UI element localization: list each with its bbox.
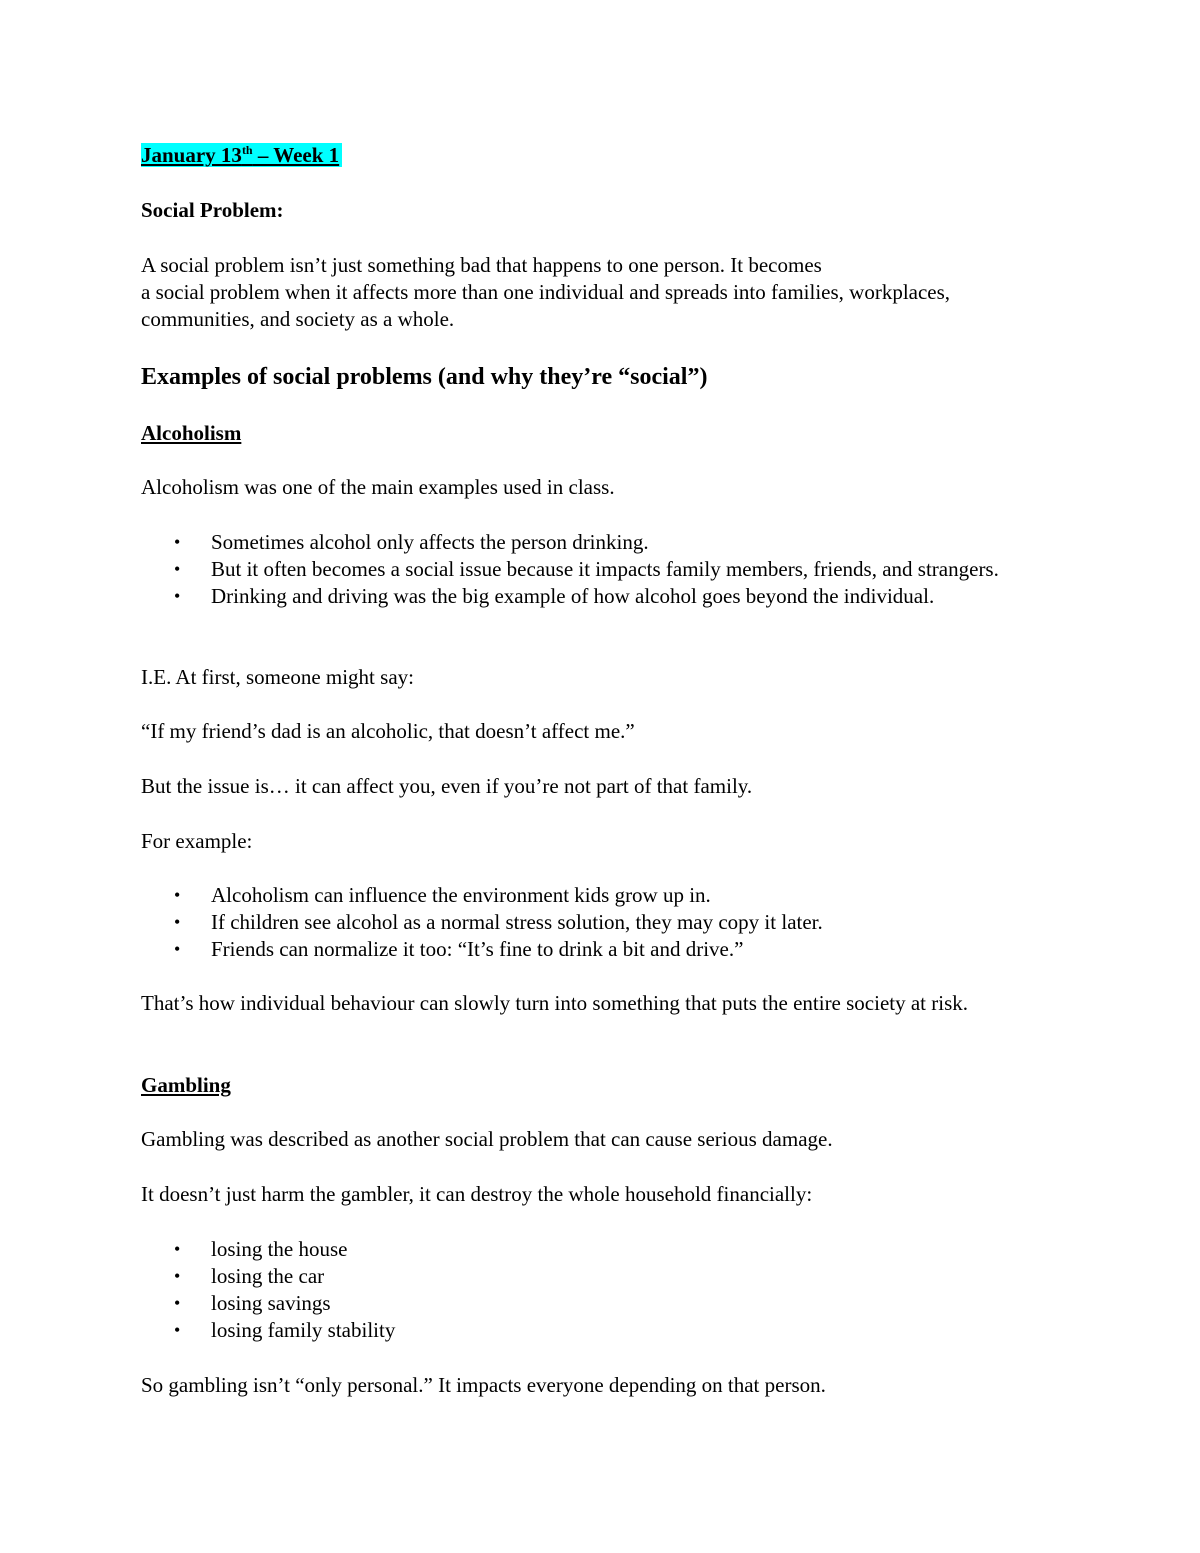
alcoholism-examples-list bbox=[141, 882, 1071, 963]
alcoholism-conclusion: That’s how individual behaviour can slowly turn into something that puts the entire society at risk. bbox=[141, 991, 969, 1015]
list-item bbox=[141, 556, 1071, 583]
list-item-text: Drinking and driving was the big example of how alcohol goes beyond the individual. bbox=[211, 584, 935, 608]
list-item bbox=[141, 1263, 1071, 1290]
gambling-conclusion: So gambling isn’t “only personal.” It impacts everyone depending on that person. bbox=[141, 1373, 826, 1397]
list-item bbox=[141, 529, 1071, 556]
date-heading-superscript: th bbox=[241, 143, 253, 157]
quote-line: “If my friend’s dad is an alcoholic, that doesn’t affect me.” bbox=[141, 719, 635, 743]
list-item-text: losing family stability bbox=[211, 1318, 396, 1342]
date-heading-week: – Week 1 bbox=[252, 143, 340, 167]
bullet-icon: • bbox=[174, 1320, 181, 1340]
list-item bbox=[141, 882, 1071, 909]
examples-heading: Examples of social problems (and why they’re “social”) bbox=[141, 364, 708, 390]
list-item-text: Alcoholism can influence the environment kids grow up in. bbox=[211, 883, 711, 907]
bullet-icon: • bbox=[174, 912, 181, 932]
bullet-icon: • bbox=[174, 939, 181, 959]
bullet-icon: • bbox=[174, 1266, 181, 1286]
bullet-icon: • bbox=[174, 1239, 181, 1259]
list-item bbox=[141, 1236, 1071, 1263]
list-item-text: Sometimes alcohol only affects the person drinking. bbox=[211, 530, 649, 554]
date-heading bbox=[141, 143, 342, 167]
alcoholism-intro: Alcoholism was one of the main examples used in class. bbox=[141, 475, 615, 499]
date-heading-line bbox=[141, 142, 1071, 169]
definition-line-1: A social problem isn’t just something bad that happens to one person. It becomes bbox=[141, 253, 822, 277]
gambling-intro: Gambling was described as another social problem that can cause serious damage. bbox=[141, 1127, 833, 1151]
list-item bbox=[141, 1290, 1071, 1317]
list-item bbox=[141, 909, 1071, 936]
date-heading-text: January 13 bbox=[141, 143, 242, 167]
list-item-text: losing the house bbox=[211, 1237, 348, 1261]
for-example-label: For example: bbox=[141, 829, 253, 853]
bullet-icon: • bbox=[174, 885, 181, 905]
bullet-icon: • bbox=[174, 532, 181, 552]
definition-line-2: a social problem when it affects more than one individual and spreads into families, workplaces, bbox=[141, 280, 951, 304]
alcoholism-heading: Alcoholism bbox=[141, 421, 242, 445]
list-item-text: losing savings bbox=[211, 1291, 331, 1315]
definition-label: Social Problem: bbox=[141, 198, 284, 222]
definition-paragraph bbox=[141, 252, 1071, 333]
list-item-text: If children see alcohol as a normal stress solution, they may copy it later. bbox=[211, 910, 823, 934]
gambling-heading: Gambling bbox=[141, 1073, 231, 1097]
list-item bbox=[141, 936, 1071, 963]
but-line: But the issue is… it can affect you, even if you’re not part of that family. bbox=[141, 774, 753, 798]
list-item bbox=[141, 1317, 1071, 1344]
bullet-icon: • bbox=[174, 586, 181, 606]
alcoholism-points-list bbox=[141, 529, 1071, 610]
list-item-text: losing the car bbox=[211, 1264, 325, 1288]
gambling-harm-line: It doesn’t just harm the gambler, it can destroy the whole household financially: bbox=[141, 1182, 813, 1206]
bullet-icon: • bbox=[174, 1293, 181, 1313]
ie-line: I.E. At first, someone might say: bbox=[141, 665, 414, 689]
list-item bbox=[141, 583, 1071, 610]
definition-line-3: communities, and society as a whole. bbox=[141, 307, 455, 331]
list-item-text: But it often becomes a social issue because it impacts family members, friends, and strangers. bbox=[211, 557, 999, 581]
list-item-text: Friends can normalize it too: “It’s fine to drink a bit and drive.” bbox=[211, 937, 744, 961]
bullet-icon: • bbox=[174, 559, 181, 579]
gambling-losses-list bbox=[141, 1236, 1071, 1344]
